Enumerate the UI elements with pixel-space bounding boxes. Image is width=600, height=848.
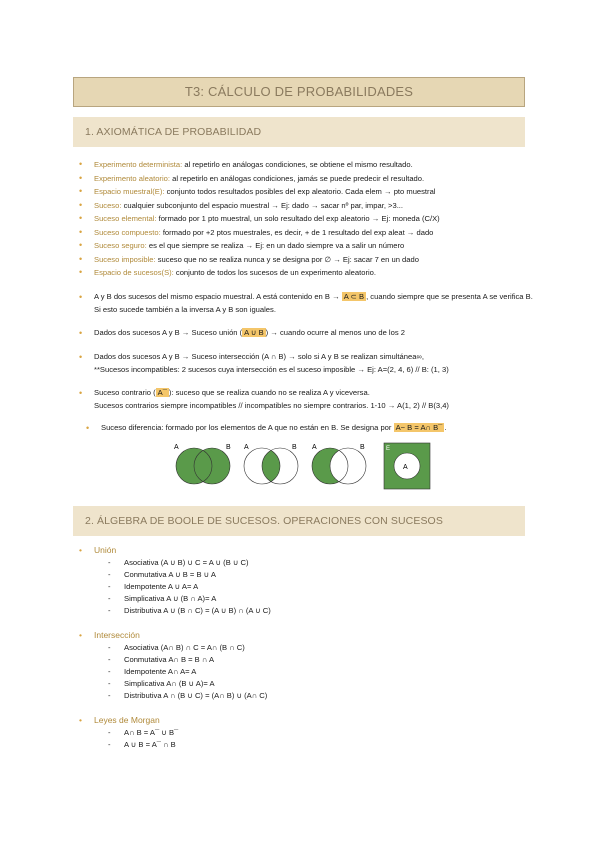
def-text: es el que siempre se realiza → Ej: en un dado siempre va a salir un número bbox=[146, 241, 405, 250]
list-item: - Idempotente A ∪ A= A bbox=[108, 581, 271, 593]
def-item bbox=[78, 158, 440, 172]
highlight: A ∪ B bbox=[244, 328, 264, 337]
def-item bbox=[78, 226, 440, 240]
interseccion-paragraph: • Dados dos sucesos A y B → Suceso intersección (A ∩ B) → solo si A y B se realizan simultánea∞, **Sucesos incompatibles: 2 sucesos cuya intersección es el suceso imposible → Ej: A=(2, 4, 6) // B: (1, 3) bbox=[78, 351, 538, 376]
def-term: Espacio muestral(E): bbox=[94, 187, 165, 196]
morgan-title: • Leyes de Morgan bbox=[78, 715, 160, 725]
def-term: Suceso seguro: bbox=[94, 241, 147, 250]
def-text: suceso que no se realiza nunca y se designa por ∅ → Ej: sacar 7 en un dado bbox=[155, 254, 419, 264]
list-item: - Distributiva A ∩ (B ∪ C) = (A∩ B) ∪ (A∩ C) bbox=[108, 690, 267, 702]
list-item: - Asociativa (A∩ B) ∩ C = A∩ (B ∩ C) bbox=[108, 642, 267, 654]
venn-union bbox=[174, 444, 231, 484]
def-text: al repetirlo en análogas condiciones, jamás se puede predecir el resultado. bbox=[169, 173, 425, 183]
list-item: - Conmutativa A ∪ B = B ∪ A bbox=[108, 569, 271, 581]
def-text: al repetirlo en análogas condiciones, se obtiene el mismo resultado. bbox=[182, 160, 413, 169]
def-item bbox=[78, 199, 440, 213]
def-term: Suceso elemental: bbox=[94, 214, 157, 223]
def-term: Experimento determinista: bbox=[94, 160, 183, 169]
list-item: - Idempotente A∩ A= A bbox=[108, 666, 267, 678]
list-item: - Conmutativa A∩ B = B ∩ A bbox=[108, 654, 267, 666]
union-list bbox=[108, 557, 271, 617]
venn-label: E bbox=[386, 446, 391, 452]
def-text: cualquier subconjunto del espacio muestral → Ej: dado → sacar nº par, impar, >3... bbox=[121, 200, 404, 210]
venn-label: B bbox=[292, 444, 297, 451]
list-item: - Simplicativa A∩ (B ∪ A)= A bbox=[108, 678, 267, 690]
section-heading-1: 1. AXIOMÁTICA DE PROBABILIDAD bbox=[73, 117, 525, 147]
def-term: Suceso imposible: bbox=[94, 254, 156, 264]
def-item bbox=[78, 185, 440, 199]
def-item bbox=[78, 253, 440, 267]
list-item: - A∩ B = A¯ ∪ B¯ bbox=[108, 727, 178, 739]
interseccion-title: • Intersección bbox=[78, 630, 140, 640]
list-item: - Distributiva A ∪ (B ∩ C) = (A ∪ B) ∩ (A ∪ C) bbox=[108, 605, 271, 617]
def-term: Suceso: bbox=[94, 200, 122, 210]
venn-difference bbox=[312, 444, 366, 484]
diferencia-paragraph: • Suceso diferencia: formado por los elementos de A que no están en B. Se designa por A− B = A∩ B¯ . bbox=[85, 422, 545, 435]
venn-label: B bbox=[360, 444, 365, 451]
venn-label: A bbox=[403, 464, 408, 471]
venn-label: A bbox=[174, 444, 179, 451]
def-item bbox=[78, 212, 440, 226]
page-title: T3: CÁLCULO DE PROBABILIDADES bbox=[73, 77, 525, 107]
def-term: Suceso compuesto: bbox=[94, 227, 161, 237]
definitions-list bbox=[78, 158, 440, 280]
def-item bbox=[78, 239, 440, 253]
venn-label: B bbox=[226, 444, 231, 451]
def-item bbox=[78, 266, 440, 280]
highlight: A¯ bbox=[157, 388, 167, 397]
def-text: formado por 1 pto muestral, un solo resultado del exp aleatorio → Ej: moneda (C/X) bbox=[156, 214, 440, 223]
def-text: conjunto todos resultados posibles del exp aleatorio. Cada elem → pto muestral bbox=[164, 187, 436, 196]
venn-diagrams bbox=[172, 440, 432, 492]
def-term: Experimento aleatorio: bbox=[94, 173, 170, 183]
morgan-list bbox=[108, 727, 178, 751]
highlight: A ⊂ B bbox=[343, 292, 365, 301]
contenido-paragraph: • A y B dos sucesos del mismo espacio muestral. A está contenido en B → A ⊂ B , cuando siempre que se presenta A se verifica B. Si esto sucede también a la inversa A y B son iguales. bbox=[78, 291, 538, 316]
list-item: - A ∪ B = A¯ ∩ B bbox=[108, 739, 178, 751]
venn-label: A bbox=[312, 444, 317, 451]
venn-intersection bbox=[244, 444, 298, 484]
def-text: formado por +2 ptos muestrales, es decir, + de 1 resultado del exp aleat → dado bbox=[160, 227, 434, 237]
def-text: conjunto de todos los sucesos de un experimento aleatorio. bbox=[173, 268, 376, 277]
section-heading-2: 2. ÁLGEBRA DE BOOLE DE SUCESOS. OPERACIONES CON SUCESOS bbox=[73, 506, 525, 536]
def-item bbox=[78, 172, 440, 186]
interseccion-list bbox=[108, 642, 267, 702]
union-paragraph: • Dados dos sucesos A y B → Suceso unión ( A ∪ B ) → cuando ocurre al menos uno de los 2 bbox=[78, 327, 538, 340]
list-item: - Simplicativa A ∪ (B ∩ A)= A bbox=[108, 593, 271, 605]
venn-label: A bbox=[244, 444, 249, 451]
list-item: - Asociativa (A ∪ B) ∪ C = A ∪ (B ∪ C) bbox=[108, 557, 271, 569]
highlight: A− B = A∩ B¯ bbox=[395, 423, 443, 432]
union-title: • Unión bbox=[78, 545, 116, 555]
contrario-paragraph: • Suceso contrario ( A¯ ): suceso que se realiza cuando no se realiza A y viceversa. Sucesos contrarios siempre incompatibles // incompatibles no siempre contrarios. 1-10 → A(1, 2) // B(3,4) bbox=[78, 387, 538, 412]
def-term: Espacio de sucesos(S): bbox=[94, 268, 174, 277]
venn-complement bbox=[384, 443, 430, 489]
